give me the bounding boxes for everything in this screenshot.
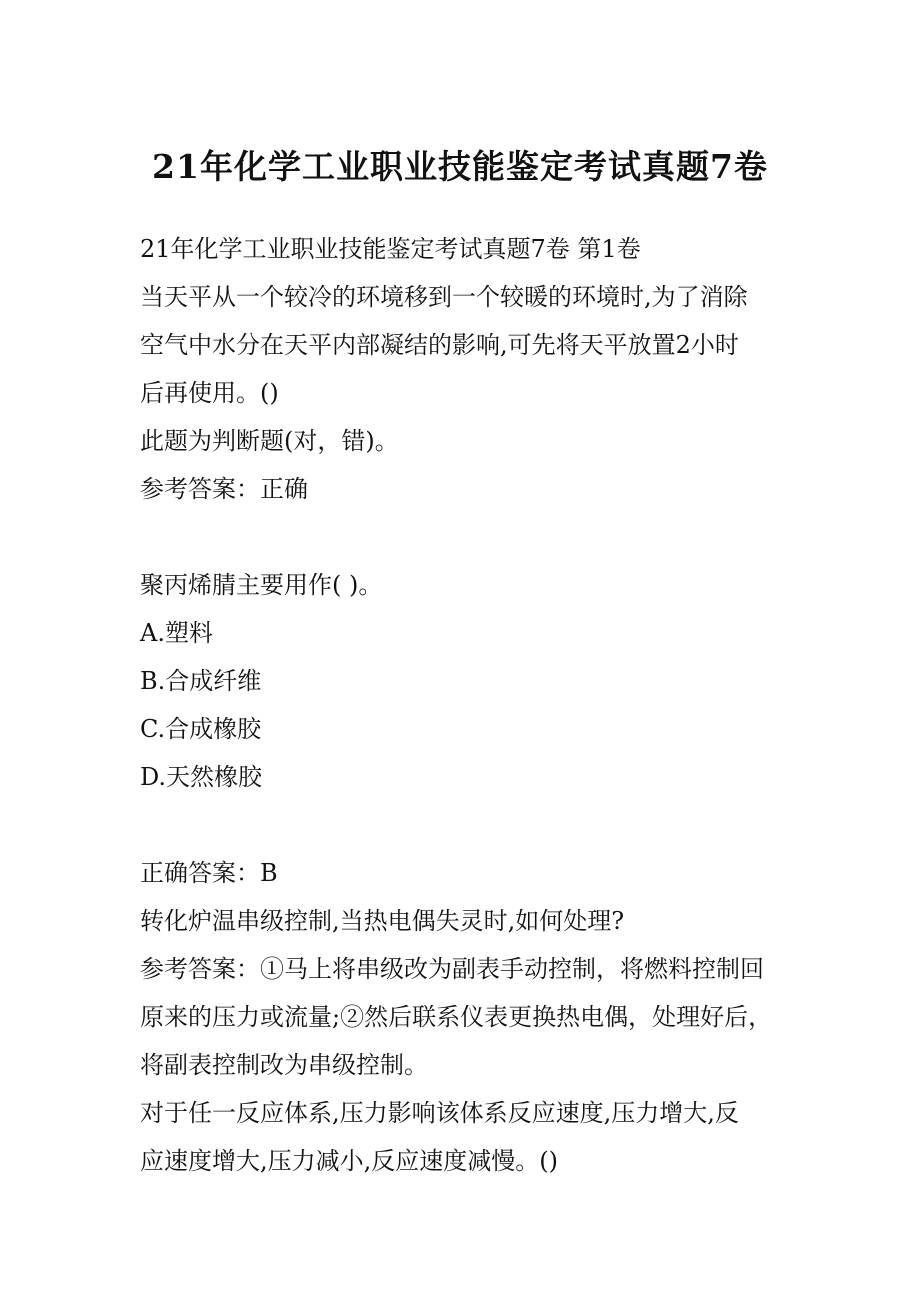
question-1-line: 后再使用。() <box>140 379 279 407</box>
document-title: 21年化学工业职业技能鉴定考试真题7卷 <box>152 147 768 186</box>
question-1-type-note: 此题为判断题(对，错)。 <box>140 427 399 455</box>
question-1 <box>140 273 800 513</box>
spacer <box>140 801 800 849</box>
document-subtitle: 21年化学工业职业技能鉴定考试真题7卷 第1卷 <box>140 235 641 263</box>
spacer <box>140 513 800 561</box>
question-1-line: 空气中水分在天平内部凝结的影响,可先将天平放置2小时 <box>140 331 739 359</box>
question-2-stem: 聚丙烯腈主要用作( )。 <box>140 571 383 599</box>
question-3-answer-line: 将副表控制改为串级控制。 <box>140 1051 428 1079</box>
question-2-option-c: C.合成橡胶 <box>140 715 262 743</box>
question-2-answer: 正确答案：B <box>140 859 278 887</box>
question-2 <box>140 561 800 897</box>
question-4-line: 应速度增大,压力减小,反应速度减慢。() <box>140 1147 558 1175</box>
question-2-option-b: B.合成纤维 <box>140 667 262 695</box>
question-4 <box>140 1089 800 1185</box>
question-1-answer: 参考答案：正确 <box>140 475 308 503</box>
question-3-stem: 转化炉温串级控制,当热电偶失灵时,如何处理? <box>140 907 625 935</box>
question-2-option-d: D.天然橡胶 <box>140 763 263 791</box>
question-3-answer-line: 参考答案：①马上将串级改为副表手动控制，将燃料控制回 <box>140 955 764 983</box>
question-4-line: 对于任一反应体系,压力影响该体系反应速度,压力增大,反 <box>140 1099 739 1127</box>
question-3-answer-line: 原来的压力或流量;②然后联系仪表更换热电偶，处理好后， <box>140 1003 773 1031</box>
document-body <box>140 225 800 1185</box>
question-2-option-a: A.塑料 <box>140 619 213 647</box>
question-3 <box>140 897 800 1089</box>
question-1-line: 当天平从一个较冷的环境移到一个较暖的环境时,为了消除 <box>140 283 748 311</box>
